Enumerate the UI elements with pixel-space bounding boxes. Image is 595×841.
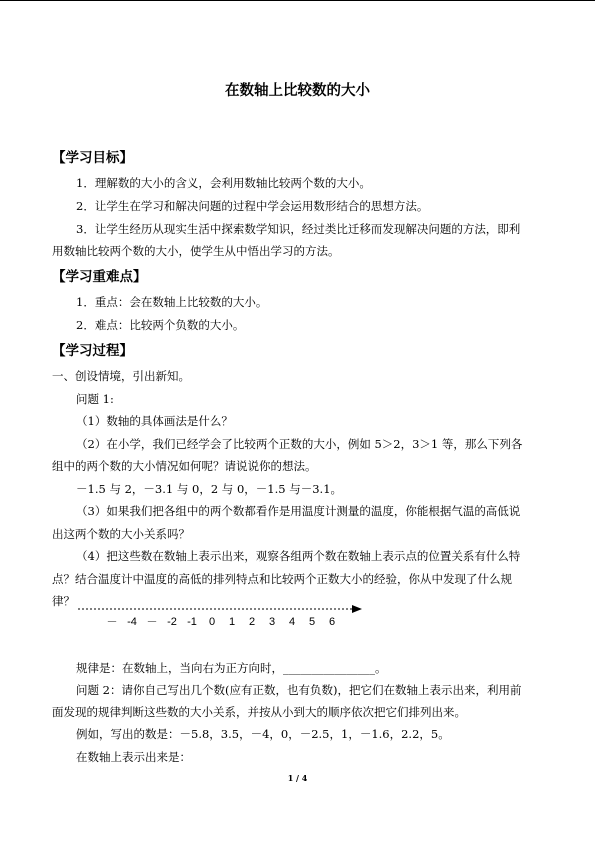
process-line-10: 点？结合温度计中温度的高低的排列特点和比较两个正数大小的经验，你从中发现了什么规	[52, 572, 512, 586]
section-heading-goals: 【学习目标】	[52, 150, 133, 166]
goal-item-3: 3．让学生经历从现实生活中探索数学知识，经过类比迁移而发现解决问题的方法，即利	[76, 222, 521, 236]
number-line-label: -1	[187, 616, 197, 628]
arrow-right-icon	[352, 605, 362, 613]
process-line-2: 问题 1:	[76, 392, 114, 406]
process-line-7: （3）如果我们把各组中的两个数都看作是用温度计测量的温度，你能根据气温的高低说	[76, 504, 521, 518]
number-line-label: -4	[127, 616, 137, 628]
process-line-11: 律？	[52, 594, 75, 608]
number-line-label: 5	[308, 616, 316, 628]
process-line-1: 一、创设情境，引出新知。	[52, 369, 190, 383]
number-line	[76, 604, 366, 632]
process-line-15: 例如，写出的数是：－5.8，3.5，－4，0，－2.5，1，－1.6，2.2，5。	[76, 727, 450, 741]
number-line-label: -2	[167, 616, 177, 628]
goal-item-3-cont: 用数轴比较两个数的大小，使学生从中悟出学习的方法。	[52, 244, 340, 258]
goal-item-1: 1．理解数的大小的含义，会利用数轴比较两个数的大小。	[76, 176, 371, 190]
process-line-13: 问题 2：请你自己写出几个数(应有正数，也有负数)，把它们在数轴上表示出来，利用前	[76, 683, 522, 697]
number-line-label: 3	[268, 616, 276, 628]
number-line-label: －	[106, 616, 118, 628]
number-line-svg	[76, 604, 366, 632]
page-top-border	[0, 0, 595, 1]
process-line-12: 规律是：在数轴上，当向右为正方向时，________________。	[76, 661, 387, 675]
process-line-16: 在数轴上表示出来是：	[76, 750, 191, 764]
number-line-label: 6	[328, 616, 336, 628]
number-line-label: 4	[288, 616, 296, 628]
process-line-5: 组中的两个数的大小情况如何呢？请说说你的想法。	[52, 459, 317, 473]
process-line-8: 出这两个数的大小关系吗？	[52, 527, 190, 541]
number-line-label: 2	[248, 616, 256, 628]
process-line-6: －1.5 与 2，－3.1 与 0，2 与 0，－1.5 与－3.1。	[76, 482, 343, 496]
number-line-label: －	[146, 616, 158, 628]
process-line-4: （2）在小学，我们已经学会了比较两个正数的大小，例如 5＞2，3＞1 等，那么下列各	[76, 437, 523, 451]
process-line-14: 面发现的规律判断这些数的大小关系，并按从小到大的顺序依次把它们排列出来。	[52, 705, 466, 719]
key-point-1: 1．重点：会在数轴上比较数的大小。	[76, 295, 268, 309]
page-title: 在数轴上比较数的大小	[225, 83, 370, 99]
process-line-9: （4）把这些数在数轴上表示出来，观察各组两个数在数轴上表示点的位置关系有什么特	[76, 549, 521, 563]
key-point-2: 2．难点：比较两个负数的大小。	[76, 318, 245, 332]
goal-item-2: 2．让学生在学习和解决问题的过程中学会运用数形结合的思想方法。	[76, 199, 429, 213]
section-heading-key-points: 【学习重难点】	[52, 269, 147, 285]
process-line-3: （1）数轴的具体画法是什么？	[76, 414, 233, 428]
number-line-label: 1	[228, 616, 236, 628]
section-heading-process: 【学习过程】	[52, 343, 133, 359]
number-line-label: 0	[208, 616, 216, 628]
page-number: 1 / 4	[287, 773, 308, 783]
